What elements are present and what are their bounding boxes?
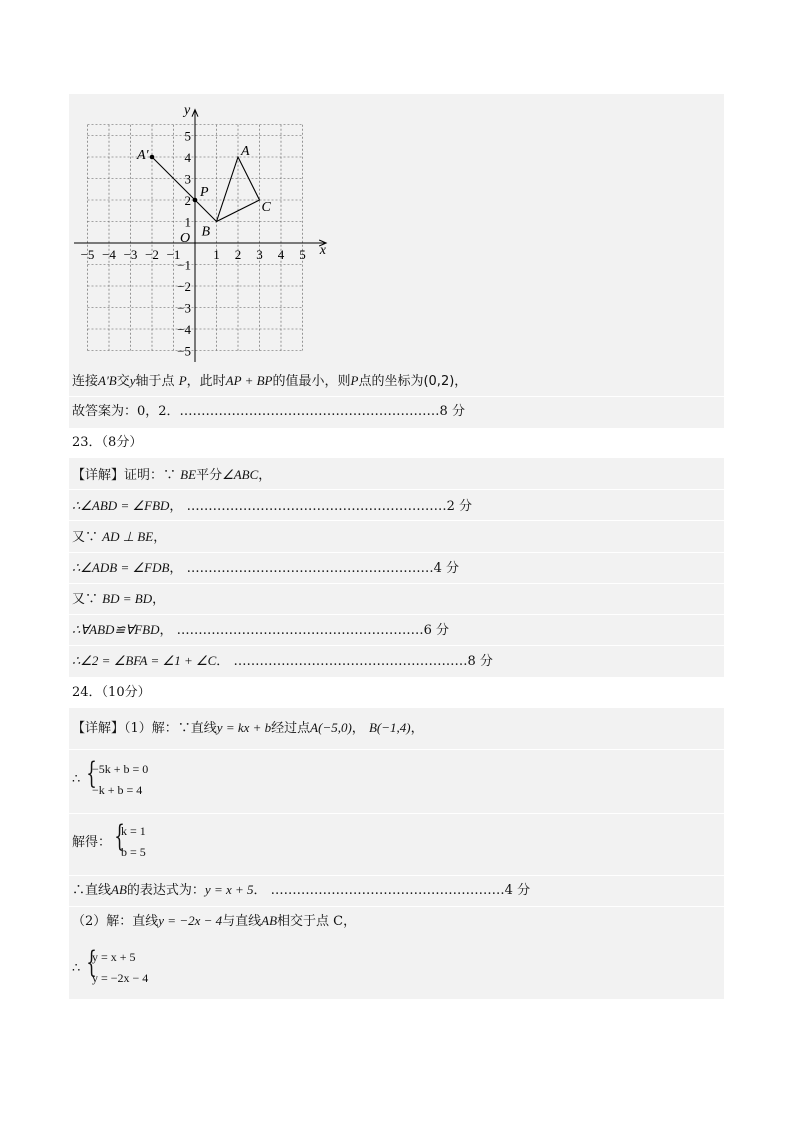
- x-tick-label: 2: [234, 247, 242, 262]
- math: BD = BD: [102, 591, 153, 606]
- math: ∴∠2 = ∠BFA = ∠1 + ∠C: [72, 653, 217, 668]
- math-p: P: [178, 373, 187, 388]
- y-tick-label: −4: [177, 322, 191, 337]
- point-b: B(−1,4): [368, 720, 411, 735]
- q23-header: 23．（8分）: [72, 435, 143, 450]
- math-expr: AP + BP: [225, 373, 273, 388]
- q23-line-4: [72, 559, 459, 578]
- sol-eq-2: b = 5: [121, 845, 146, 859]
- brace: {: [86, 756, 97, 791]
- q23-line-7: [72, 652, 493, 671]
- sys2-prefix: ∴: [72, 961, 81, 976]
- origin-label: O: [180, 231, 191, 246]
- math-p2: P: [350, 373, 359, 388]
- y-tick-label: −1: [177, 257, 191, 273]
- x-tick-label: 3: [256, 247, 263, 262]
- sys2-eq-2: y = −2x − 4: [92, 971, 149, 985]
- dot-leader: ………………………………………………: [270, 883, 505, 898]
- q22-line-1: [72, 372, 467, 391]
- score: 2 分: [446, 499, 472, 514]
- coordinate-answer: (0,2): [423, 374, 455, 389]
- q23-line-6: [72, 621, 449, 640]
- q23-line-1: [72, 466, 271, 485]
- text: ，: [159, 623, 173, 638]
- text: ，: [169, 499, 183, 514]
- y-tick-label: 2: [184, 193, 191, 208]
- y-tick-label: −5: [177, 343, 191, 359]
- detail-tag: 【详解】: [72, 468, 125, 483]
- text: ，: [454, 374, 468, 389]
- sys1-prefix: ∴: [72, 772, 81, 787]
- brace: {: [86, 945, 97, 980]
- x-axis-label: x: [319, 243, 326, 258]
- text: （1）解：∵直线: [124, 721, 217, 736]
- x-tick-label: −2: [145, 247, 159, 262]
- score: 4 分: [433, 561, 459, 576]
- text: ．: [216, 654, 230, 669]
- math-y: y: [129, 373, 136, 388]
- point-label: C: [261, 200, 271, 215]
- q22-line-2: [72, 403, 465, 421]
- text: 与直线: [222, 914, 262, 929]
- point-a-prime: [150, 155, 155, 160]
- text: 连接: [72, 374, 99, 389]
- x-tick-label: 5: [299, 247, 306, 262]
- text: ，: [153, 530, 167, 545]
- text: ，: [258, 468, 272, 483]
- score: 4 分: [504, 883, 531, 898]
- text: 相交于点 C，: [277, 914, 357, 929]
- x-tick-label: 4: [277, 247, 285, 262]
- dot-leader: …………………………………………………: [176, 623, 424, 638]
- text: ，: [351, 721, 365, 736]
- answer-text: 故答案为：0，2．: [72, 404, 180, 419]
- point-labels: [136, 144, 272, 240]
- point-label: A: [241, 144, 250, 159]
- y-tick-label: 3: [184, 171, 191, 187]
- q24-expression-line: [72, 881, 530, 900]
- math-line: y = kx + b: [216, 720, 272, 735]
- score: 8 分: [439, 404, 465, 419]
- point-a: A(−5,0): [310, 720, 352, 735]
- y-tick-label: 1: [184, 214, 191, 230]
- y-tick-label: 5: [184, 128, 191, 144]
- math-line: y = −2x − 4: [158, 913, 223, 928]
- dot-leader: ………………………………………………: [233, 654, 468, 669]
- point-label: A′: [137, 148, 149, 163]
- text: ∴直线: [72, 883, 112, 898]
- text: ，此时: [186, 374, 226, 389]
- sol-eq-1: k = 1: [121, 824, 146, 838]
- dot-leader: ……………………………………………………: [186, 499, 447, 514]
- text: 证明：∵: [124, 468, 177, 483]
- text: 又∵: [72, 530, 99, 545]
- y-axis-label: y: [184, 103, 191, 118]
- q24-line-1: [72, 719, 424, 738]
- axes: [74, 110, 326, 362]
- q24-band: [69, 708, 724, 999]
- math: ∴∠ABD = ∠FBD: [72, 498, 170, 513]
- score: 8 分: [467, 654, 493, 669]
- text: 点的坐标为: [358, 374, 424, 389]
- text: ，: [152, 592, 166, 607]
- sys1-eq-2: −k + b = 4: [92, 783, 143, 797]
- math: AD ⊥ BE: [102, 529, 154, 544]
- math: ∴∠ADB = ∠FDB: [72, 560, 170, 575]
- detail-tag: 【详解】: [72, 721, 125, 736]
- sol-prefix: 解得：: [72, 835, 112, 850]
- dot-leader: ……………………………………………………: [179, 404, 440, 419]
- q23-line-5: [72, 590, 165, 609]
- text: 交: [116, 374, 130, 389]
- text: 轴于点: [135, 374, 175, 389]
- y-tick-label: 4: [184, 150, 191, 165]
- point-label: P: [200, 185, 209, 200]
- q23-line-3: [72, 528, 166, 547]
- text: ，: [169, 561, 183, 576]
- coordinate-graph: [72, 100, 332, 362]
- text: （2）解：直线: [72, 914, 159, 929]
- q23-line-2: [72, 497, 472, 516]
- text: 的表达式为：: [126, 883, 205, 898]
- q24-part2-line: [72, 912, 356, 931]
- sys2-eq-1: y = x + 5: [92, 950, 136, 964]
- text: 平分: [196, 468, 223, 483]
- x-tick-label: 1: [213, 247, 220, 262]
- x-tick-label: −4: [102, 247, 116, 262]
- math: ∴∀ABD≌∀FBD: [72, 622, 160, 637]
- text: 经过点: [271, 721, 311, 736]
- point-p: [193, 198, 198, 203]
- text: 的值最小，则: [272, 374, 351, 389]
- text: 又∵: [72, 592, 99, 607]
- sys1-eq-1: −5k + b = 0: [92, 762, 149, 776]
- q24-header: 24．（10分）: [72, 685, 151, 700]
- dot-leader: …………………………………………………: [186, 561, 434, 576]
- x-tick-label: −1: [166, 247, 181, 262]
- brace: {: [114, 819, 125, 854]
- x-tick-label: −3: [123, 247, 138, 262]
- math: AB: [261, 913, 278, 928]
- point-label: B: [201, 224, 211, 240]
- math-segment: A′B: [98, 373, 117, 388]
- score: 6 分: [423, 623, 450, 638]
- math: BE: [180, 467, 197, 482]
- y-tick-label: −3: [177, 300, 191, 316]
- x-tick-label: −5: [80, 247, 95, 262]
- math: y = x + 5: [204, 882, 254, 897]
- text: ，: [410, 721, 424, 736]
- math: ∠ABC: [222, 467, 259, 482]
- y-tick-label: −2: [177, 279, 191, 294]
- math: AB: [111, 882, 127, 897]
- text: ．: [253, 883, 267, 898]
